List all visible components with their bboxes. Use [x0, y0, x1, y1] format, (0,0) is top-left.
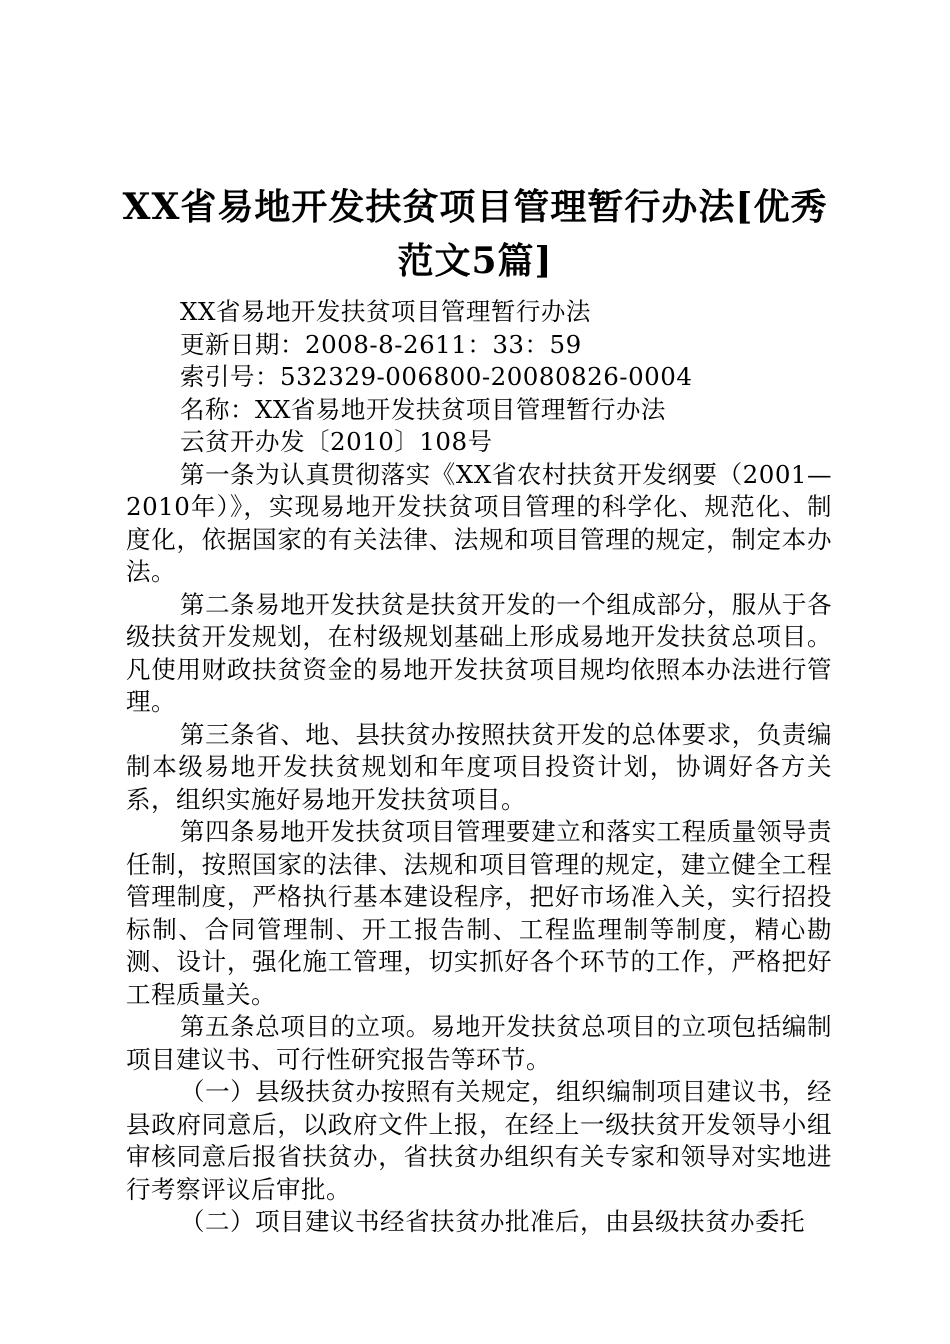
meta-file-number: 云贫开办发〔2010〕108号	[180, 427, 493, 456]
article-5-paragraph: 第五条总项目的立项。易地开发扶贫总项目的立项包括编制项目建议书、可行性研究报告等环节。	[126, 1012, 832, 1074]
document-title: XX省易地开发扶贫项目管理暂行办法[优秀范文5篇]	[122, 186, 828, 282]
article-2-paragraph: 第二条易地开发扶贫是扶贫开发的一个组成部分，服从于各级扶贫开发规划，在村级规划基础上形成易地开发扶贫总项目。凡使用财政扶贫资金的易地开发扶贫项目规均依照本办法进行管理。	[126, 589, 832, 716]
clause-2-paragraph: （二）项目建议书经省扶贫办批准后，由县级扶贫办委托	[180, 1207, 805, 1236]
meta-name: 名称：XX省易地开发扶贫项目管理暂行办法	[180, 394, 666, 424]
meta-index-number: 索引号：532329-006800-20080826-0004	[180, 362, 693, 391]
meta-doc-name: XX省易地开发扶贫项目管理暂行办法	[180, 297, 591, 326]
clause-1-paragraph: （一）县级扶贫办按照有关规定，组织编制项目建议书，经县政府同意后，以政府文件上报，在经上一级扶贫开发领导小组审核同意后报省扶贫办，省扶贫办组织有关专家和领导对实地进行考察评议后审批。	[126, 1077, 832, 1204]
article-4-paragraph: 第四条易地开发扶贫项目管理要建立和落实工程质量领导责任制，按照国家的法律、法规和项目管理的规定，建立健全工程管理制度，严格执行基本建设程序，把好市场准入关，实行招投标制、合同管理制、开工报告制、工程监理制等制度，精心勘测、设计，强化施工管理，切实抓好各个环节的工作，严格把好工程质量关。	[126, 817, 832, 1009]
article-1-paragraph: 第一条为认真贯彻落实《XX省农村扶贫开发纲要（2001—2010年）》，实现易地开发扶贫项目管理的科学化、规范化、制度化，依据国家的有关法律、法规和项目管理的规定，制定本办法。	[126, 459, 832, 586]
document-body	[126, 296, 832, 1239]
meta-update-date: 更新日期：2008-8-2611：33：59	[180, 329, 582, 359]
article-3-paragraph: 第三条省、地、县扶贫办按照扶贫开发的总体要求，负责编制本级易地开发扶贫规划和年度项目投资计划，协调好各方关系，组织实施好易地开发扶贫项目。	[126, 719, 832, 814]
